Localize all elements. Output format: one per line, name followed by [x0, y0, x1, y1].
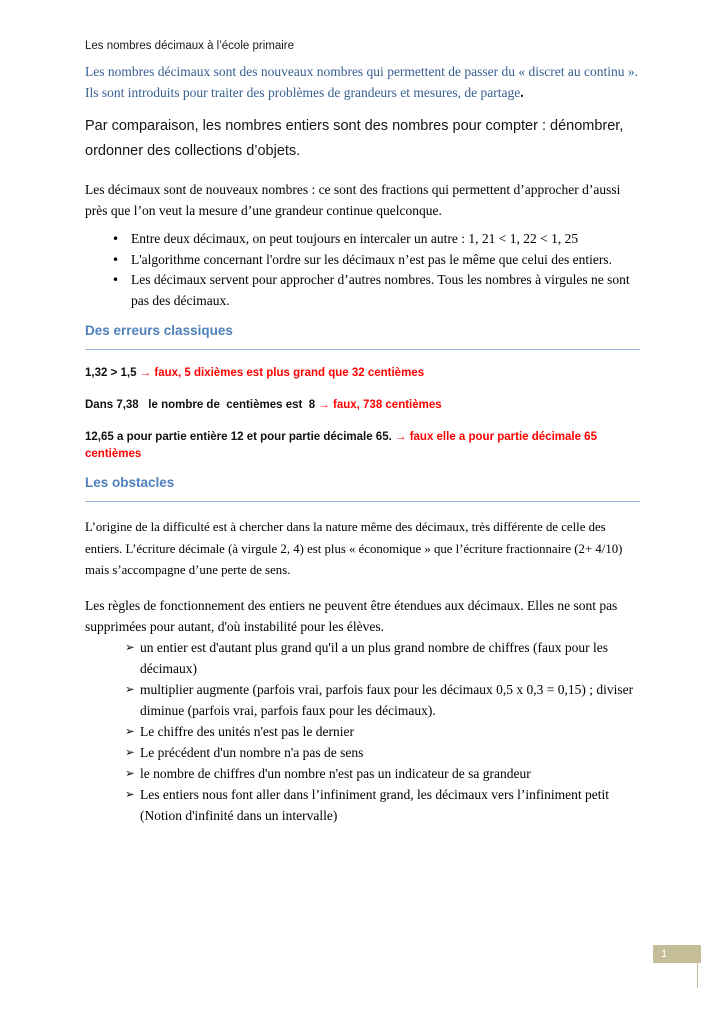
obstacle-text: Le chiffre des unités n'est pas le dernier [140, 723, 354, 739]
error-statement [85, 365, 640, 382]
error-statement [85, 429, 640, 463]
error-correction: → faux elle a pour partie décimale 65 centièmes [85, 431, 601, 460]
obstacle-item [125, 742, 640, 763]
obstacle-text: Le précédent d'un nombre n'a pas de sens [140, 744, 364, 760]
bullet-icon: • [112, 273, 120, 287]
error-claim: 1,32 > 1,5 [85, 367, 140, 379]
page-number-badge: 1 [653, 945, 701, 963]
obstacles-section-heading: Les obstacles [85, 475, 175, 490]
rules-paragraph: Les règles de fonctionnement des entiers ne peuvent être étendues aux décimaux. Elles ne sont pas supprimées pour autant, d'où instabilité pour les élèves. [85, 597, 618, 634]
obstacle-text: Les entiers nous font aller dans l’infiniment grand, les décimaux vers l’infiniment petit (Notion d'infinité dans un intervalle) [140, 786, 609, 823]
intro-paragraph [85, 61, 640, 103]
obstacles-section-heading-rule [85, 475, 640, 502]
obstacle-list [125, 637, 640, 826]
bullet-list [112, 229, 640, 311]
bullet-item [112, 270, 640, 311]
arrowhead-icon: ➢ [125, 765, 135, 780]
arrowhead-icon: ➢ [125, 723, 135, 738]
bullet-icon: • [112, 232, 120, 246]
bullet-item [112, 250, 640, 271]
errors-section-heading: Des erreurs classiques [85, 323, 233, 338]
obstacle-text: un entier est d'autant plus grand qu'il a un plus grand nombre de chiffres (faux pour les décimaux) [140, 639, 608, 676]
errors-section-heading-rule [85, 323, 640, 350]
obstacle-item [125, 763, 640, 784]
page-number-rule [697, 963, 698, 988]
error-statement [85, 397, 640, 414]
document-title: Les nombres décimaux à l’école primaire [85, 40, 295, 52]
origin-paragraph: L’origine de la difficulté est à chercher dans la nature même des décimaux, très différente de celle des entiers. L’écriture décimale (à virgule 2, 4) est plus « économique » que l’écriture fractionnaire (2+ 4/10) mais s’accompagne d’une perte de sens. [85, 520, 623, 577]
obstacle-item [125, 637, 640, 679]
intro-blue-text: Les nombres décimaux sont des nouveaux nombres qui permettent de passer du « discret au continu ». Ils sont introduits pour traiter des problèmes de grandeurs et mesures, de partage [85, 64, 638, 100]
bullet-icon: • [112, 252, 120, 267]
arrowhead-icon: ➢ [125, 681, 135, 696]
bullet-text: Entre deux décimaux, on peut toujours en intercaler un autre : 1, 21 < 1, 22 < 1, 25 [131, 231, 579, 246]
obstacle-text: le nombre de chiffres d'un nombre n'est pas un indicateur de sa grandeur [140, 765, 531, 781]
obstacle-item [125, 679, 640, 721]
decimals-paragraph: Les décimaux sont de nouveaux nombres : ce sont des fractions qui permettent d’approcher d’aussi près que l’on veut la mesure d’une grandeur continue quelconque. [85, 182, 621, 218]
arrowhead-icon: ➢ [125, 786, 135, 801]
intro-period: . [520, 85, 524, 100]
error-claim: 12,65 a pour partie entière 12 et pour partie décimale 65. [85, 431, 395, 443]
error-claim: Dans 7,38 le nombre de centièmes est 8 [85, 399, 319, 411]
bullet-text: L'algorithme concernant l'ordre sur les décimaux n’est pas le même que celui des entiers. [131, 251, 612, 267]
obstacle-text: multiplier augmente (parfois vrai, parfois faux pour les décimaux 0,5 x 0,3 = 0,15) ; diviser diminue (parfois vrai, parfois faux pour les décimaux). [140, 681, 634, 718]
comparison-paragraph: Par comparaison, les nombres entiers sont des nombres pour compter : dénombrer, ordonner des collections d’objets. [85, 118, 624, 159]
bullet-item [112, 229, 640, 250]
error-correction: → faux, 5 dixièmes est plus grand que 32 centièmes [139, 367, 425, 379]
arrowhead-icon: ➢ [125, 744, 135, 759]
obstacle-item [125, 721, 640, 742]
arrowhead-icon: ➢ [125, 639, 135, 654]
obstacle-item [125, 784, 640, 826]
bullet-text: Les décimaux servent pour approcher d’autres nombres. Tous les nombres à virgules ne sont pas des décimaux. [131, 272, 630, 308]
error-correction: → faux, 738 centièmes [318, 399, 442, 411]
